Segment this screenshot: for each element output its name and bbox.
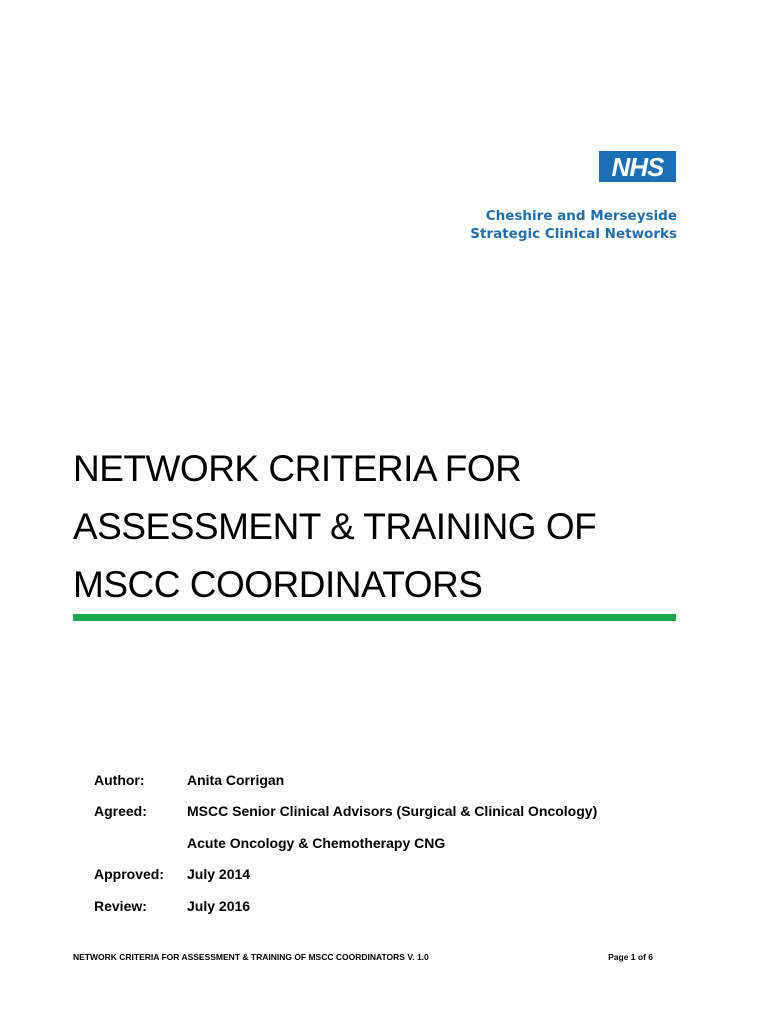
meta-label: Agreed:	[94, 803, 147, 820]
title-line-2: ASSESSMENT & TRAINING OF	[73, 506, 597, 547]
meta-label: Approved:	[94, 866, 164, 883]
title-line-3: MSCC COORDINATORS	[73, 564, 483, 605]
title-divider	[73, 614, 676, 621]
meta-row-approved	[94, 859, 714, 891]
footer-page-number: Page 1 of 6	[608, 952, 653, 962]
meta-row-agreed-continued	[94, 827, 714, 859]
document-metadata	[94, 764, 714, 922]
footer-document-reference: NETWORK CRITERIA FOR ASSESSMENT & TRAINING OF MSCC COORDINATORS V. 1.0	[73, 952, 429, 962]
organisation-name	[470, 207, 677, 243]
meta-row-review	[94, 890, 714, 922]
nhs-logo-text: NHS	[611, 151, 664, 182]
meta-value: Anita Corrigan	[187, 771, 285, 788]
meta-row-agreed	[94, 796, 714, 828]
page-footer	[73, 952, 653, 962]
meta-label: Review:	[94, 897, 147, 914]
meta-value: July 2014	[187, 866, 251, 883]
meta-value: July 2016	[187, 897, 251, 914]
organisation-name-line-1: Cheshire and Merseyside	[485, 208, 677, 224]
meta-row-author	[94, 764, 714, 796]
document-title	[73, 440, 713, 614]
meta-label: Author:	[94, 771, 145, 788]
meta-value: MSCC Senior Clinical Advisors (Surgical & Clinical Oncology)	[187, 803, 598, 820]
nhs-logo	[599, 151, 676, 182]
title-line-1: NETWORK CRITERIA FOR	[73, 448, 522, 489]
organisation-name-line-2: Strategic Clinical Networks	[470, 226, 677, 242]
meta-value: Acute Oncology & Chemotherapy CNG	[187, 834, 446, 851]
